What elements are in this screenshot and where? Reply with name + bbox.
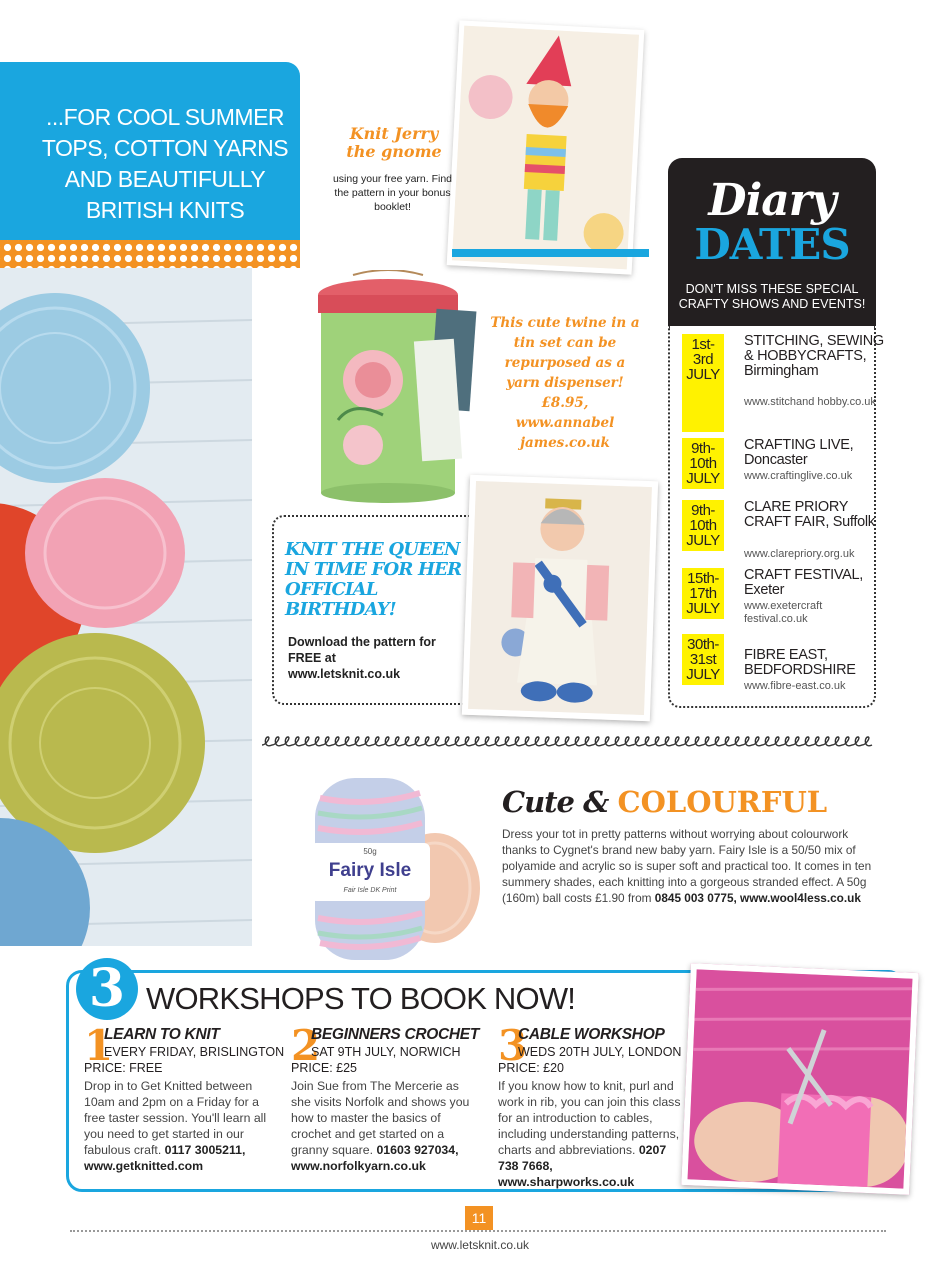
cute-title-part: Cute & (502, 785, 609, 819)
label-sub: Fair Isle DK Print (343, 887, 397, 894)
dates-title-word: DATES (694, 220, 850, 269)
cute-contact[interactable]: 0845 003 0775, www.wool4less.co.uk (654, 891, 861, 905)
banner-text: ...FOR COOL SUMMER TOPS, COTTON YARNS AND BEAUTIFULLY BRITISH KNITS (41, 104, 289, 223)
tin-caption: This cute twine in a tin set can be repurposed as a yarn dispenser! £8.95, www.annabel james.co.uk (490, 315, 640, 451)
gnome-description: using your free yarn. Find the pattern in your bonus booklet! (332, 173, 453, 213)
workshop-number: 2 (291, 1021, 321, 1070)
workshops-title: WORKSHOPS TO BOOK NOW! (146, 981, 576, 1016)
event-date: 1st-3rd JULY (682, 334, 724, 432)
diary-title-word: Diary (708, 175, 836, 226)
workshop-price: PRICE: £25 (291, 1061, 358, 1075)
workshop-description (291, 1078, 481, 1174)
fairy-isle-label: Fairy Isle (328, 860, 412, 881)
workshop-name: CABLE WORKSHOP (518, 1026, 665, 1043)
blue-divider (452, 249, 649, 257)
workshop-name: BEGINNERS CROCHET (311, 1026, 479, 1043)
workshop-number: 3 (498, 1021, 528, 1070)
workshop-price: PRICE: FREE (84, 1061, 163, 1075)
diary-subtitle: DON'T MISS THESE SPECIAL CRAFTY SHOWS AND EVENTS! (678, 282, 866, 311)
workshop-contact[interactable]: 0207 738 7668, www.sharpworks.co.uk (498, 1143, 667, 1189)
event-url[interactable]: www.fibre-east.co.uk (744, 680, 846, 692)
workshop-when: SAT 9TH JULY, NORWICH (311, 1045, 461, 1059)
spiral-divider (262, 735, 877, 755)
event-date: 30th-31st JULY (682, 634, 724, 685)
workshop-price: PRICE: £20 (498, 1061, 565, 1075)
diary-event-list (668, 326, 884, 708)
workshop-when: EVERY FRIDAY, BRISLINGTON (104, 1045, 285, 1059)
cute-body-text: Dress your tot in pretty patterns without worrying about colourwork thanks to Cygnet's brand new baby yarn. Fairy Isle is a 50/50 mix of polyamide and acrylic so is super soft and practical too. It comes in ten summery shades, each knitting into a gorgeous stranded effect. A 50g (160m) ball costs £1.90 from (502, 827, 872, 905)
workshop-number: 1 (84, 1021, 114, 1070)
event-url[interactable]: www.clarepriory.org.uk (744, 548, 855, 560)
workshop-desc-text: Drop in to Get Knitted between 10am and 2pm on a Friday for a free taster session. You'll learn all you need to get started in our fabulous craft. (84, 1079, 267, 1157)
workshops-number-circle: 3 (76, 958, 138, 1020)
page-number: 11 (465, 1206, 493, 1230)
diary-event (682, 333, 884, 432)
workshop-desc-text: Join Sue from The Mercerie as she visits Norfolk and shows you how to master the basics of crochet and get started on a granny square. (291, 1079, 470, 1157)
event-date: 15th-17th JULY (682, 568, 724, 619)
event-name: CRAFT FESTIVAL, Exeter (744, 567, 864, 598)
yarn-balls-photo (0, 268, 252, 946)
colourful-title-part: COLOURFUL (617, 785, 828, 819)
twine-tin-photo (293, 270, 483, 505)
event-url[interactable]: www.stitchand hobby.co.uk (744, 396, 876, 408)
polka-dot-strip (0, 240, 300, 268)
gnome-photo (447, 20, 645, 274)
event-url[interactable]: www.exetercraft festival.co.uk (744, 600, 823, 625)
queen-doll-photo (462, 475, 658, 721)
footer-url[interactable]: www.letsknit.co.uk (430, 1238, 530, 1252)
event-name: FIBRE EAST, BEDFORDSHIRE (744, 647, 856, 678)
diary-dates-panel (668, 158, 884, 708)
workshop-contact[interactable]: 0117 3005211, www.getknitted.com (84, 1143, 246, 1173)
fairy-isle-yarn-photo (290, 768, 482, 966)
event-date: 9th-10th JULY (682, 500, 724, 551)
event-name: CRAFTING LIVE, Doncaster (744, 437, 854, 468)
event-url[interactable]: www.craftinglive.co.uk (744, 470, 853, 482)
queen-title: KNIT THE QUEEN IN TIME FOR HER OFFICIAL BIRTHDAY! (285, 539, 462, 620)
workshop-description (498, 1078, 684, 1190)
event-name: CLARE PRIORY CRAFT FAIR, Suffolk (744, 499, 875, 530)
cute-body (502, 826, 874, 906)
gnome-title: Knit Jerry the gnome (346, 124, 442, 161)
diary-header (668, 158, 876, 326)
cute-colourful-title (502, 785, 882, 819)
workshop-description (84, 1078, 276, 1174)
knitting-hands-photo (681, 963, 918, 1195)
workshop-contact[interactable]: 01603 927034, www.norfolkyarn.co.uk (291, 1143, 459, 1173)
workshop-name: LEARN TO KNIT (104, 1026, 220, 1043)
workshop-desc-text: If you know how to knit, purl and work in rib, you can join this class for an introduction to cables, including understanding patterns, charts and abbreviations. (498, 1079, 681, 1157)
event-name: STITCHING, SEWING & HOBBYCRAFTS, Birmingham (744, 333, 884, 379)
label-weight: 50g (363, 847, 377, 856)
event-date: 9th-10th JULY (682, 438, 724, 489)
footer-divider (70, 1230, 886, 1232)
queen-description: Download the pattern for FREE at www.letsknit.co.uk (288, 635, 436, 681)
workshop-when: WEDS 20TH JULY, LONDON (518, 1045, 682, 1059)
